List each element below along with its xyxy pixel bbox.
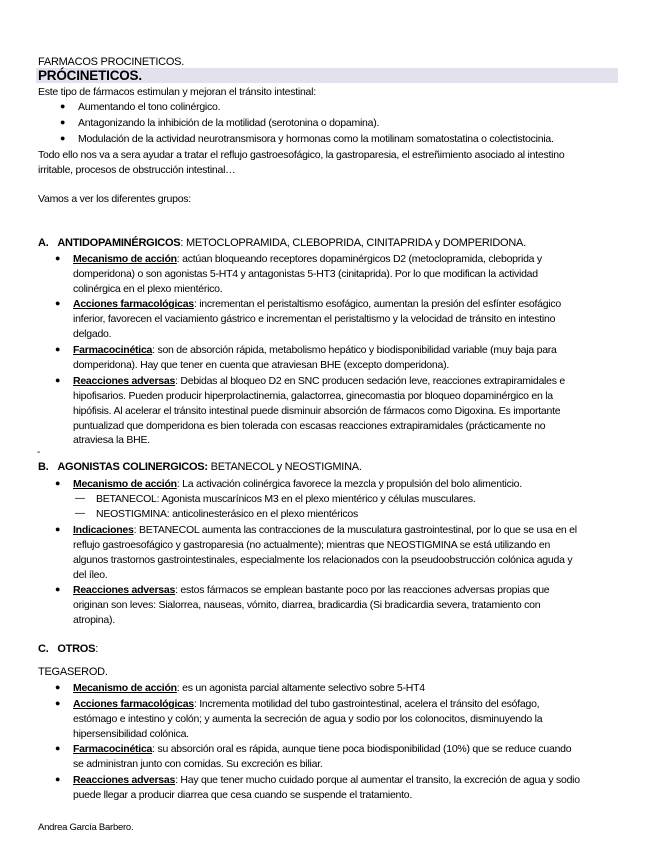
b-reacciones-line: atropina). <box>73 614 115 626</box>
a-mecanismo-line: Mecanismo de acción: actúan bloqueando receptores dopaminérgicos D2 (metoclopramida, cleboprida y <box>73 253 542 265</box>
b-dash-item: BETANECOL: Agonista muscarínicos M3 en el plexo mientérico y células musculares. <box>96 493 476 505</box>
bullet-dot-icon: ● <box>55 682 61 692</box>
intro-bullet: Antagonizando la inhibición de la motilidad (serotonina o dopamina). <box>78 117 380 129</box>
groups-intro: Vamos a ver los diferentes grupos: <box>38 193 191 205</box>
section-drugs: BETANECOL y NEOSTIGMINA. <box>207 461 362 473</box>
bullet-dot-icon: ● <box>55 478 61 488</box>
section-b-heading <box>38 461 362 473</box>
bullet-dot-icon: ● <box>55 253 61 263</box>
section-title: AGONISTAS COLINERGICOS: <box>57 461 208 473</box>
intro-text: Este tipo de fármacos estimulan y mejoran el tránsito intestinal: <box>38 86 316 98</box>
section-title: OTROS <box>57 643 96 655</box>
c-farmacocinetica-line: se administran junto con comidas. Su excreción es biliar. <box>73 758 323 770</box>
bullet-dot-icon: ● <box>60 101 66 111</box>
bullet-dot-icon: ● <box>55 743 61 753</box>
bullet-dot-icon: ● <box>55 524 61 534</box>
a-reacciones-line: puntualizad que domperidona es bien tolerada con escasas reacciones extrapiramidales (prácticamente no <box>73 420 546 432</box>
b-indicaciones-line: reflujo gastroesofágico y gastroparesia (no actualmente); mientras que NEOSTIGMINA se está utilizando en <box>73 539 551 551</box>
footer-author: Andrea García Barbero. <box>38 822 134 833</box>
a-mecanismo-line: domperidona) o son agonistas 5-HT4 y antagonistas 5-HT3 (cinitaprida). Por lo que modifican la actividad <box>73 268 538 280</box>
c-reacciones-line: puede llegar a producir diarrea que cesa cuando se suspende el tratamiento. <box>73 789 413 801</box>
bullet-dot-icon: ● <box>55 344 61 354</box>
section-c-heading <box>38 643 98 655</box>
b-indicaciones-line: algunos trastornos gastrointestinales, especialmente los relacionados con la pseudoobstrucción colónica aguda y <box>73 554 573 566</box>
bullet-dot-icon: ● <box>55 584 61 594</box>
bullet-dot-icon: ● <box>60 117 66 127</box>
a-reacciones-line: hipófisis. Al acelerar el tránsito intestinal puede disminuir absorción de fármacos como Digoxina. Es importante <box>73 405 561 417</box>
dash-mark: — <box>75 508 85 519</box>
c-reacciones-line: Reacciones adversas: Hay que tener mucho cuidado porque al aumentar el transito, la excreción de agua y sodio <box>73 774 580 786</box>
summary-line: Todo ello nos va a sera ayudar a tratar el reflujo gastroesofágico, la gastroparesia, el estreñimiento asociado al intestino <box>38 149 565 161</box>
section-a-heading <box>38 237 526 249</box>
page-title: PRÓCINETICOS. <box>38 68 142 83</box>
a-acciones-line: Acciones farmacológicas: incrementan el peristaltismo esofágico, aumentan la presión del esfínter esofágico <box>73 298 562 310</box>
section-letter: C. <box>38 643 49 655</box>
bullet-dot-icon: ● <box>60 133 66 143</box>
intro-bullet: Aumentando el tono colinérgico. <box>78 101 221 113</box>
b-indicaciones-line: Indicaciones: BETANECOL aumenta las contracciones de la musculatura gastrointestinal, por lo que se usa en el <box>73 524 577 536</box>
b-reacciones-line: originan son leves: Sialorrea, nauseas, vómito, diarrea, bradicardia (Si bradicardia severa, tratamiento con <box>73 599 541 611</box>
section-colon: : <box>95 643 98 655</box>
a-reacciones-line: Reacciones adversas: Debidas al bloqueo D2 en SNC producen sedación leve, reacciones extrapiramidales e <box>73 375 565 387</box>
a-acciones-line: delgado. <box>73 328 112 340</box>
b-indicaciones-line: del íleo. <box>73 569 108 581</box>
c-mecanismo-line: Mecanismo de acción: es un agonista parcial altamente selectivo sobre 5-HT4 <box>73 682 425 694</box>
c-acciones-line: Acciones farmacológicas: Incrementa motilidad del tubo gastrointestinal, acelera el tránsito del esófago, <box>73 698 540 710</box>
dash-mark: — <box>75 493 85 504</box>
summary-line: irritable, procesos de obstrucción intestinal… <box>38 164 236 176</box>
section-c-drug: TEGASEROD. <box>38 666 108 678</box>
section-title: ANTIDOPAMINÉRGICOS <box>57 237 181 249</box>
intro-bullet: Modulación de la actividad neurotransmisora y hormonas como la motilinam somatostatina o colectistocinia. <box>78 133 554 145</box>
bullet-dot-icon: ● <box>55 774 61 784</box>
bullet-dot-icon: ● <box>55 298 61 308</box>
a-farmacocinetica-line: domperidona). Hay que tener en cuenta que atraviesan BHE (excepto domperidona). <box>73 359 449 371</box>
c-acciones-line: hipersensibilidad colónica. <box>73 728 189 740</box>
a-reacciones-line: atraviesa la BHE. <box>73 434 150 446</box>
section-letter: A. <box>38 237 49 249</box>
b-mecanismo-line: Mecanismo de acción: La activación colinérgica favorece la mezcla y propulsión del bolo alimenticio. <box>73 478 522 490</box>
bullet-dot-icon: ● <box>55 375 61 385</box>
section-letter: B. <box>38 461 49 473</box>
a-farmacocinetica-line: Farmacocinética: son de absorción rápida, metabolismo hepático y biodisponibilidad variable (muy baja para <box>73 344 557 356</box>
bullet-dot-icon: ● <box>55 698 61 708</box>
a-reacciones-line: hipofisarios. Pueden producir hiperprolactinemia, galactorrea, ginecomastia por bloqueo dopaminérgico en la <box>73 390 553 402</box>
c-farmacocinetica-line: Farmacocinética: su absorción oral es rápida, aunque tiene poca biodisponibilidad (10%) que se reduce cuando <box>73 743 572 755</box>
a-acciones-line: inferior, favorecen el vaciamiento gástrico e incrementan el peristaltismo y la velocidad de tránsito en intestino <box>73 313 556 325</box>
a-mecanismo-line: colinérgica en el plexo mientérico. <box>73 283 223 295</box>
c-acciones-line: estómago e intestino y colón; y aumenta la secreción de agua y sodio por los colonocitos, disminuyendo la <box>73 713 543 725</box>
b-dash-item: NEOSTIGMINA: anticolinesterásico en el plexo mientéricos <box>96 508 359 520</box>
b-reacciones-line: Reacciones adversas: estos fármacos se emplean bastante poco por las reacciones adversas propias que <box>73 584 550 596</box>
stray-mark: - <box>37 447 41 458</box>
section-drugs: : METOCLOPRAMIDA, CLEBOPRIDA, CINITAPRIDA y DOMPERIDONA. <box>180 237 526 249</box>
document-header: FARMACOS PROCINETICOS. <box>38 56 185 68</box>
